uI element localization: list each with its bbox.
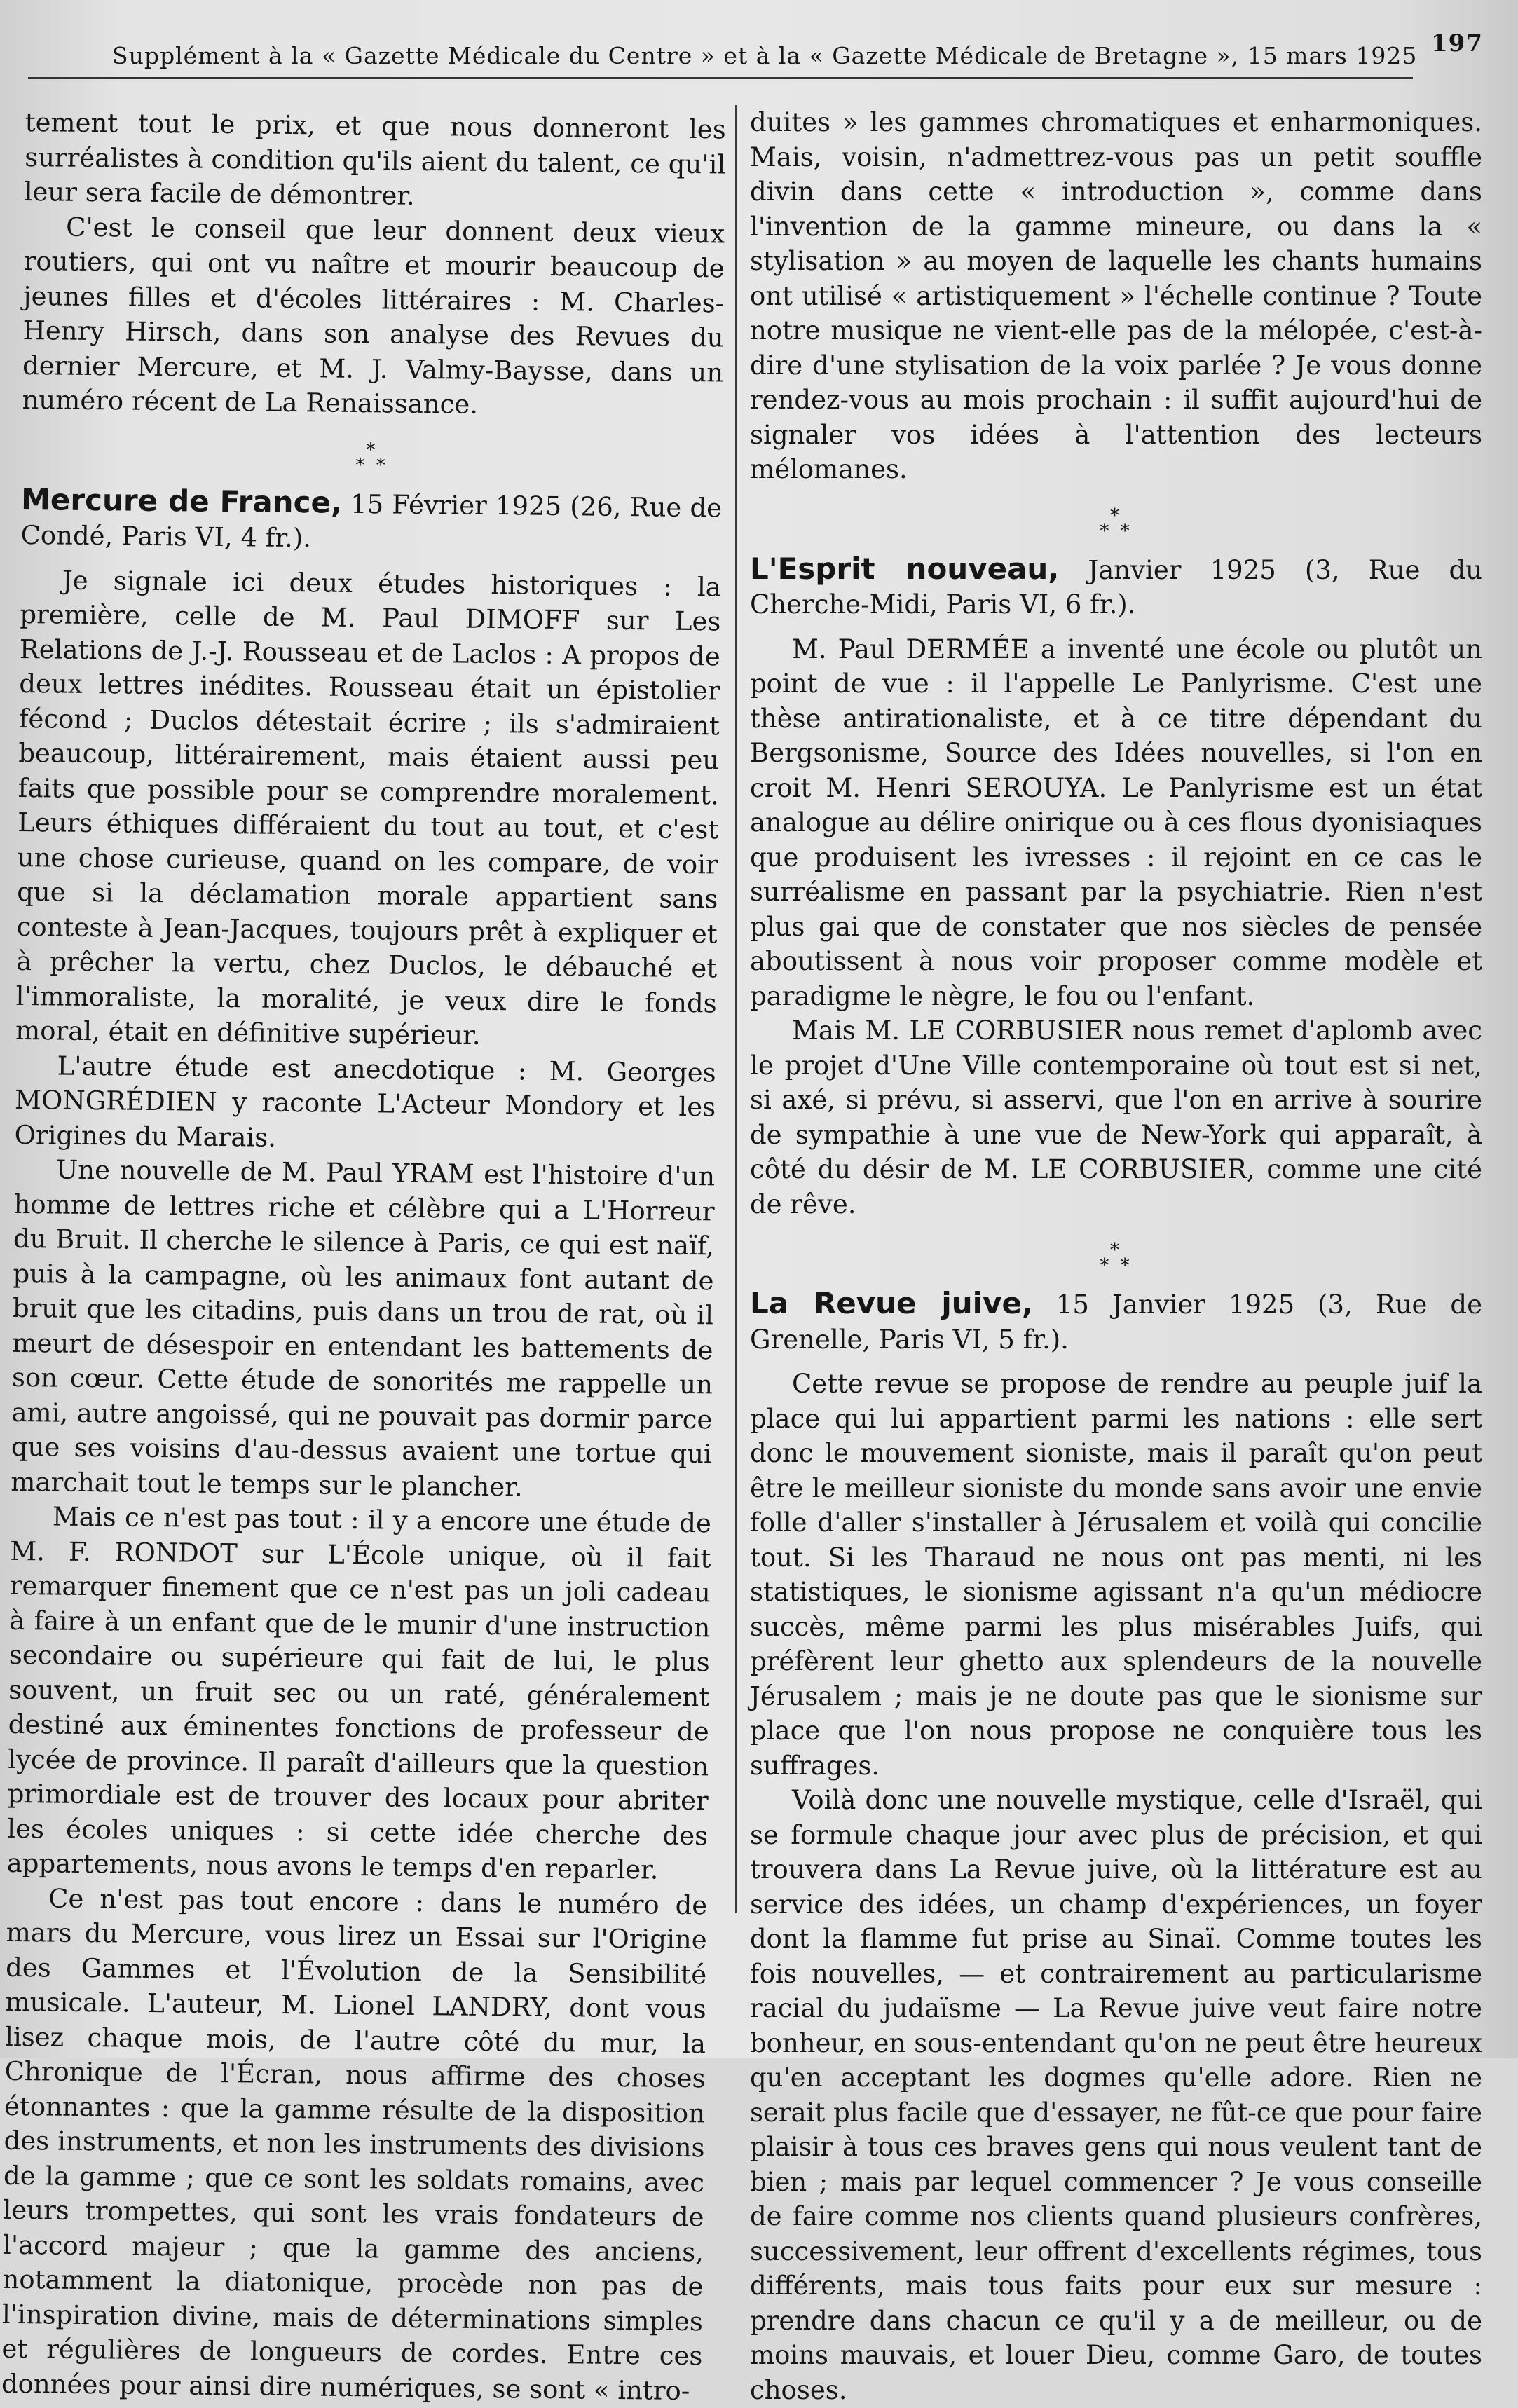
- section-separator: * * *: [355, 439, 388, 476]
- paragraph: M. Paul DERMÉE a inventé une école ou plutôt un point de vue : il l'appelle Le Panlyrisme. C'est une thèse antirationaliste, et à ce titre dépendant du Bergsonisme, Source des Idées nouvelles, si l'on en croit M. Henri SEROUYA. Le Panlyrisme est un état analogue au délire onirique ou à ces flous dyonisiaques que produisent les ivresses : il rejoint en ce cas le surréalisme en passant par la psychiatrie. Rien n'est plus gai que de constater que nos siècles de pensée aboutissent à nous voir proposer comme modèle et paradigme le nègre, le fou ou l'enfant.: [750, 634, 1482, 1011]
- review-details: Janvier 1925 (3, Rue du Cherche-Midi, Paris VI, 6 fr.).: [750, 554, 1482, 620]
- review-heading-juive: [750, 1286, 1482, 1357]
- right-column: [750, 105, 1482, 2405]
- paragraph: Une nouvelle de M. Paul YRAM est l'histoire d'un homme de lettres riche et célèbre qui a L'Horreur du Bruit. Il cherche le silence à Paris, ce qui est naïf, puis à la campagne, où les animaux font autant de bruit que les citadins, puis dans un trou de rat, où il meurt de désespoir en entendant les battements de son cœur. Cette étude de sonorités me rappelle un ami, autre angoissé, qui ne pouvait pas dormir parce que ses voisins d'au-dessus avaient une tortue qui marchait tout le temps sur le plancher.: [11, 1154, 716, 1503]
- running-title: Supplément à la « Gazette Médicale du Centre » et à la « Gazette Médicale de Bretagne », 15 mars 1925: [112, 42, 1418, 69]
- paragraph: duites » les gammes chromatiques et enharmoniques. Mais, voisin, n'admettrez-vous pas un petit souffle divin dans cette « introduction », comme dans l'invention de la gamme mineure, ou dans la « stylisation » au moyen de laquelle les chants humains ont utilisé « artistiquement » l'échelle continue ? Toute notre musique ne vient-elle pas de la mélopée, c'est-à-dire d'une stylisation de la voix parlée ? Je vous donne rendez-vous au mois prochain : il suffit aujourd'hui de signaler vos idées à l'attention des lecteurs mélomanes.: [750, 107, 1482, 484]
- running-head: [28, 27, 1490, 69]
- review-heading-mercure: [20, 481, 722, 559]
- left-column: [1, 105, 726, 2406]
- paragraph: Mais M. LE CORBUSIER nous remet d'aplomb avec le projet d'Une Ville contemporaine où tout est si net, si axé, si prévu, si asservi, que l'on en arrive à sourire de sympathie à une vue de New-York qui apparaît, à côté du désir de M. LE CORBUSIER, comme une cité de rêve.: [750, 1015, 1482, 1219]
- review-name: La Revue juive,: [750, 1286, 1033, 1320]
- review-details: 15 Janvier 1925 (3, Rue de Grenelle, Paris VI, 5 fr.).: [750, 1289, 1482, 1355]
- page-number: 197: [1431, 29, 1483, 57]
- column-divider: [735, 105, 737, 1913]
- section-separator: * * *: [1100, 1240, 1133, 1276]
- review-details: 15 Février 1925 (26, Rue de Condé, Paris VI, 4 fr.).: [20, 488, 723, 554]
- paragraph: C'est le conseil que leur donnent deux vieux routiers, qui ont vu naître et mourir beaucoup de jeunes filles et d'écoles littéraires : M. Charles-Henry Hirsch, dans son analyse des Revues du dernier Mercure, et M. J. Valmy-Baysse, dans un numéro récent de La Renaissance.: [22, 212, 725, 420]
- paragraph: L'autre étude est anecdotique : M. Georges MONGRÉDIEN y raconte L'Acteur Mondory et les Origines du Marais.: [14, 1051, 716, 1153]
- paragraph: Mais ce n'est pas tout : il y a encore une étude de M. F. RONDOT sur L'École unique, où il fait remarquer finement que ce n'est pas un joli cadeau à faire à un enfant que de le munir d'une instruction secondaire ou supérieure qui fait de lui, le plus souvent, un fruit sec ou un raté, généralement destiné aux éminentes fonctions de professeur de lycée de province. Il paraît d'ailleurs que la question primordiale est de trouver des locaux pour abriter les écoles uniques : si cette idée cherche des appartements, nous avons le temps d'en reparler.: [6, 1501, 712, 1885]
- review-name: L'Esprit nouveau,: [750, 551, 1060, 586]
- review-heading-esprit: [750, 552, 1482, 622]
- paragraph: Voilà donc une nouvelle mystique, celle d'Israël, qui se formule chaque jour avec plus de précision, et qui trouvera dans La Revue juive, où la littérature est au service des idées, un champ d'expériences, un foyer dont la flamme fut prise au Sinaï. Comme toutes les fois nouvelles, — et contrairement au particularisme racial du judaïsme — La Revue juive veut faire notre bonheur, en sous-entendant qu'on ne peut être heureux qu'en acceptant les dogmes qu'elle adore. Rien ne serait plus facile que d'essayer, ne fût-ce que pour faire plaisir à tous ces braves gens qui nous veulent tant de bien ; mais par lequel commencer ? Je vous conseille de faire comme nos clients quand plusieurs confrères, successivement, leur offrent d'excellents régimes, tous différents, mais tous faits pour eux sur mesure : prendre dans chacun ce qu'il y a de meilleur, ou de moins mauvais, et louer Dieu, comme Garo, de toutes choses.: [750, 1785, 1482, 2405]
- paragraph: tement tout le prix, et que nous donneront les surréalistes à condition qu'ils aient du talent, ce qu'il leur sera facile de démontrer.: [24, 107, 726, 211]
- paragraph: Cette revue se propose de rendre au peuple juif la place qui lui appartient parmi les nations : elle sert donc le mouvement sioniste, mais il paraît qu'on peut être le meilleur sioniste du monde sans avoir une envie folle d'aller s'installer à Jérusalem et voilà qui concilie tout. Si les Tharaud ne nous ont pas menti, ni les statistiques, le sionisme agissant n'a qu'un médiocre succès, même parmi les plus misérables Juifs, qui préfèrent leur ghetto aux splendeurs de la nouvelle Jérusalem ; mais je ne doute pas que le sionisme sur place que l'on nous propose ne conquière tous les suffrages.: [750, 1369, 1482, 1781]
- header-rule: [28, 77, 1413, 79]
- review-name: Mercure de France,: [20, 481, 343, 520]
- paragraph: Je signale ici deux études historiques : la première, celle de M. Paul DIMOFF sur Les Relations de J.-J. Rousseau et de Laclos : A propos de deux lettres inédites. Rousseau était un épistolier fécond ; Duclos détestait écrire ; ils s'admiraient beaucoup, littérairement, mais étaient aussi peu faits que possible pour se comprendre moralement. Leurs éthiques différaient du tout au tout, et c'est une chose curieuse, quand on les compare, de voir que si la déclamation morale appartient sans conteste à Jean-Jacques, toujours prêt à expliquer et à prêcher la vertu, chez Duclos, le débauché et l'immoraliste, la moralité, je veux dire le fonds moral, était en définitive supérieur.: [15, 565, 722, 1051]
- section-separator: * * *: [1100, 505, 1133, 542]
- paragraph: Ce n'est pas tout encore : dans le numéro de mars du Mercure, vous lirez un Essai sur l'Origine des Gammes et l'Évolution de la Sensibilité musicale. L'auteur, M. Lionel LANDRY, dont vous lisez chaque mois, de l'autre côté du mur, la Chronique de l'Écran, nous affirme des choses étonnantes : que la gamme résulte de la disposition des instruments, et non les instruments des divisions de la gamme ; que ce sont les soldats romains, avec leurs trompettes, qui sont les vrais fondateurs de l'accord majeur ; que la gamme des anciens, notamment la diatonique, procède non pas de l'inspiration divine, mais de déterminations simples et régulières de longueurs de cordes. Entre ces données pour ainsi dire numériques, se sont « intro-: [1, 1882, 708, 2406]
